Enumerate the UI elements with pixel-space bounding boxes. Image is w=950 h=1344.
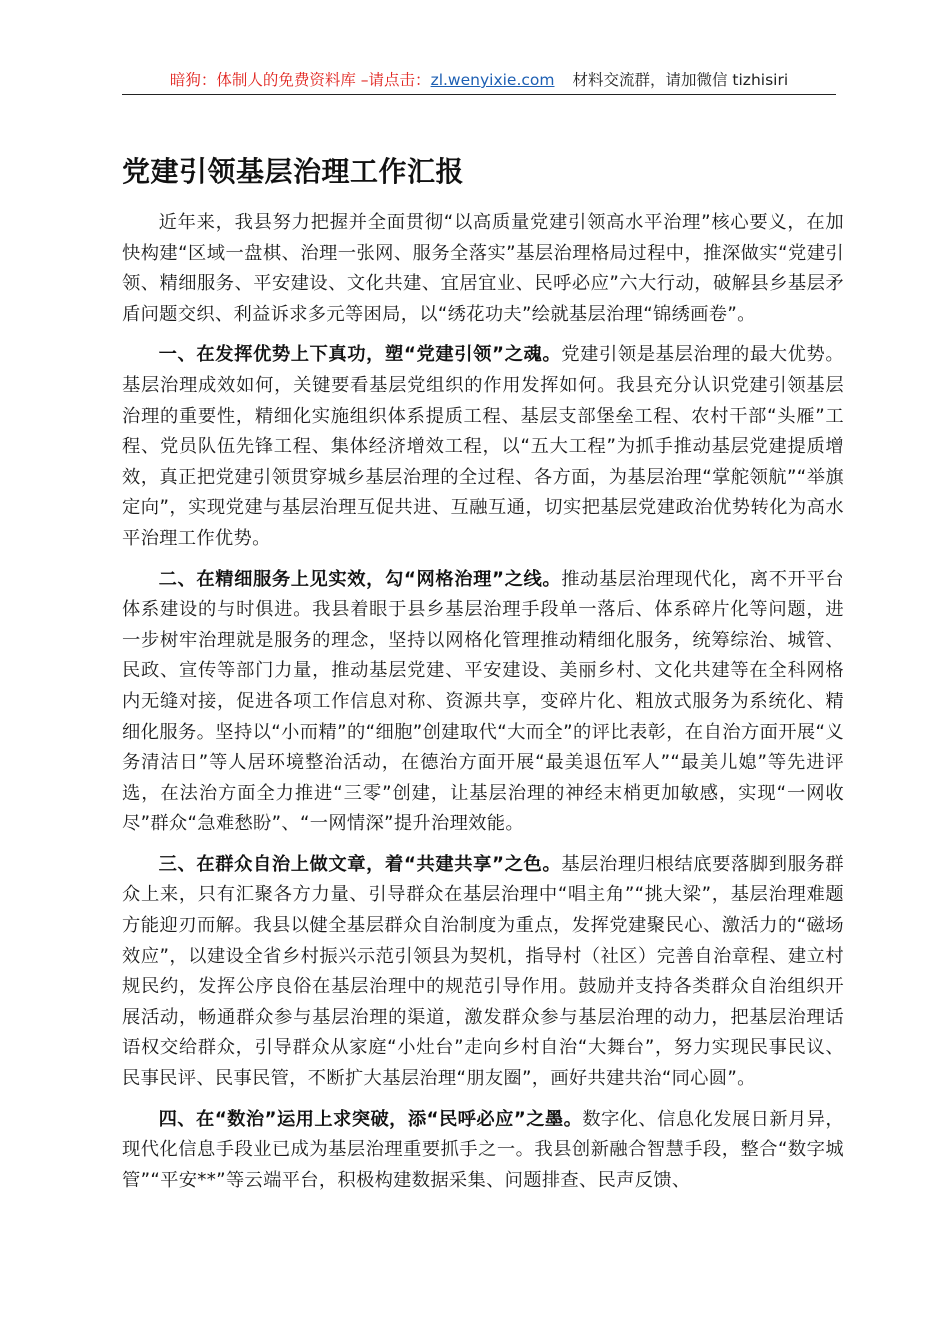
paragraph-section-4: [122, 1105, 844, 1197]
paragraph-text: 基层治理归根结底要落脚到服务群众上来，只有汇聚各方力量、引导群众在基层治理中“唱主角”“挑大梁”，基层治理难题方能迎刃而解。我县以健全基层群众自治制度为重点，发挥党建聚民心、激活力的“磁场效应”，以建设全省乡村振兴示范引领县为契机，指导村（社区）完善自治章程、建立村规民约，发挥公序良俗在基层治理中的规范引导作用。鼓励并支持各类群众自治组织开展活动，畅通群众参与基层治理的渠道，激发群众参与基层治理的动力，把基层治理话语权交给群众，引导群众从家庭“小灶台”走向乡村自治“大舞台”，努力实现民事民议、民事民评、民事民管，不断扩大基层治理“朋友圈”，画好共建共治“同心圆”。: [122, 853, 844, 1090]
paragraph-text: 近年来，我县努力把握并全面贯彻“以高质量党建引领高水平治理”核心要义，在加快构建“区域一盘棋、治理一张网、服务全落实”基层治理格局过程中，推深做实“党建引领、精细服务、平安建设、文化共建、宜居宜业、民呼必应”六大行动，破解县乡基层矛盾问题交织、利益诉求多元等困局，以“绣花功夫”绘就基层治理“锦绣画卷”。: [122, 212, 844, 325]
paragraph-lead: 一、在发挥优势上下真功，塑“党建引领”之魂。: [158, 344, 562, 366]
paragraph-lead: 四、在“数治”运用上求突破，添“民呼必应”之墨。: [158, 1108, 583, 1130]
paragraph-lead: 三、在群众自治上做文章，着“共建共享”之色。: [158, 853, 562, 875]
document-title: 党建引领基层治理工作汇报: [122, 155, 465, 188]
paragraph-intro: [122, 208, 844, 330]
header-prompt: –请点击：: [355, 71, 431, 89]
page-header: [122, 66, 836, 95]
paragraph-section-3: [122, 850, 844, 1095]
document-body: [122, 208, 844, 1206]
header-note: 材料交流群，请加微信 tizhisiri: [572, 71, 789, 89]
header-link[interactable]: zl.wenyixie.com: [430, 71, 555, 89]
paragraph-text: 数字化、信息化发展日新月异，现代化信息手段业已成为基层治理重要抓手之一。我县创新融合智慧手段，整合“数字城管”“平安**”等云端平台，积极构建数据采集、问题排查、民声反馈、: [122, 1108, 845, 1191]
paragraph-text: 推动基层治理现代化，离不开平台体系建设的与时俱进。我县着眼于县乡基层治理手段单一落后、体系碎片化等问题，进一步树牢治理就是服务的理念，坚持以网格化管理推动精细化服务，统筹综治、城管、民政、宣传等部门力量，推动基层党建、平安建设、美丽乡村、文化共建等在全科网格内无缝对接，促进各项工作信息对称、资源共享，变碎片化、粗放式服务为系统化、精细化服务。坚持以“小而精”的“细胞”创建取代“大而全”的评比表彰，在自治方面开展“义务清洁日”等人居环境整治活动，在德治方面开展“最美退伍军人”“最美儿媳”等先进评选，在法治方面全力推进“三零”创建，让基层治理的神经末梢更加敏感，实现“一网收尽”群众“急难愁盼”、“一网情深”提升治理效能。: [122, 568, 844, 835]
paragraph-text: 党建引领是基层治理的最大优势。基层治理成效如何，关键要看基层党组织的作用发挥如何。我县充分认识党建引领基层治理的重要性，精细化实施组织体系提质工程、基层支部堡垒工程、农村干部“头雁”工程、党员队伍先锋工程、集体经济增效工程，以“五大工程”为抓手推动基层党建提质增效，真正把党建引领贯穿城乡基层治理的全过程、各方面，为基层治理“掌舵领航”“举旗定向”，实现党建与基层治理互促共进、互融互通，切实把基层党建政治优势转化为高水平治理工作优势。: [122, 344, 844, 549]
header-brand: 暗狗：体制人的免费资料库: [169, 71, 356, 89]
paragraph-section-1: [122, 340, 844, 554]
paragraph-section-2: [122, 565, 844, 840]
paragraph-lead: 二、在精细服务上见实效，勾“网格治理”之线。: [158, 568, 562, 590]
